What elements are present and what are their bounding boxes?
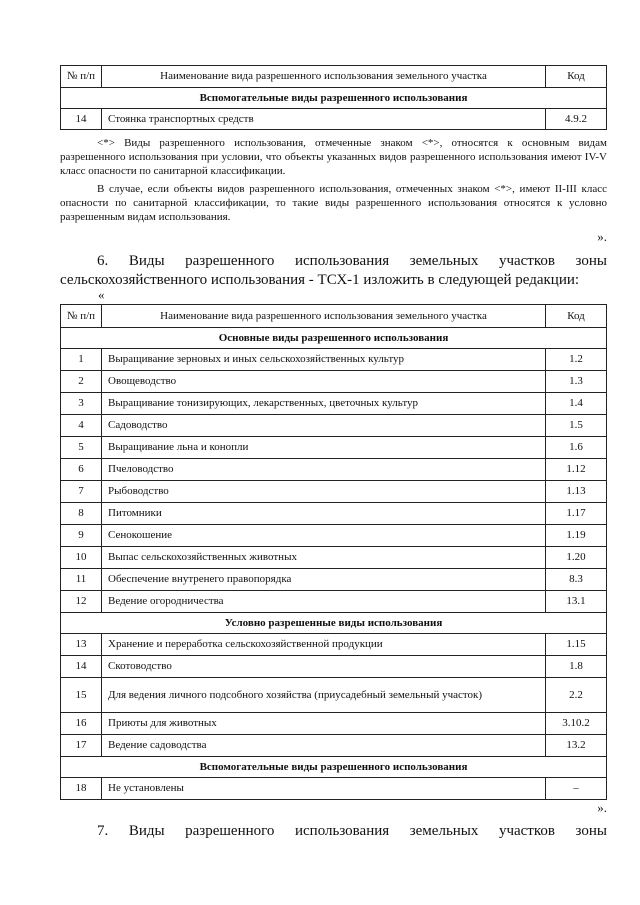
row-name: Ведение огородничества — [102, 591, 546, 613]
row-num: 15 — [61, 678, 102, 713]
section-title: Условно разрешенные виды использования — [61, 613, 607, 634]
item-6-line-1: 6. Виды разрешенного использования земельных участков зоны — [97, 253, 607, 269]
row-num: 18 — [61, 778, 102, 800]
row-num: 8 — [61, 503, 102, 525]
section-title: Основные виды разрешенного использования — [61, 328, 607, 349]
row-num: 16 — [61, 713, 102, 735]
table-row — [61, 393, 607, 415]
row-num: 6 — [61, 459, 102, 481]
row-num: 14 — [61, 656, 102, 678]
note-paragraph-2: В случае, если объекты видов разрешенного использования, отмеченных знаком <*>, имеют II-III класс опасности по санитарной классификации, то такие виды разрешенного использования относятся к условно разрешенным видам использования. — [60, 183, 607, 223]
table-row — [61, 656, 607, 678]
row-name: Выращивание льна и конопли — [102, 437, 546, 459]
row-code: 1.17 — [546, 503, 607, 525]
row-code: 1.12 — [546, 459, 607, 481]
section-title: Вспомогательные виды разрешенного использования — [61, 88, 607, 109]
header-code: Код — [546, 66, 607, 88]
row-code: 1.6 — [546, 437, 607, 459]
header-code: Код — [546, 305, 607, 328]
closing-quote-2: ». — [597, 800, 607, 815]
row-code: 8.3 — [546, 569, 607, 591]
row-code: 1.4 — [546, 393, 607, 415]
table-row — [61, 109, 607, 130]
row-name: Пчеловодство — [102, 459, 546, 481]
header-name: Наименование вида разрешенного использования земельного участка — [102, 66, 546, 88]
row-name: Скотоводство — [102, 656, 546, 678]
row-name: Стоянка транспортных средств — [102, 109, 546, 130]
row-code: 4.9.2 — [546, 109, 607, 130]
header-num: № п/п — [61, 66, 102, 88]
section-row-conditional — [61, 613, 607, 634]
table-row — [61, 569, 607, 591]
row-code: 1.2 — [546, 349, 607, 371]
table-row — [61, 713, 607, 735]
header-name: Наименование вида разрешенного использования земельного участка — [102, 305, 546, 328]
row-num: 1 — [61, 349, 102, 371]
closing-quote-1: ». — [597, 229, 607, 244]
item-7-line-1: 7. Виды разрешенного использования земельных участков зоны — [97, 823, 607, 839]
row-num: 17 — [61, 735, 102, 757]
opening-quote: « — [98, 287, 105, 302]
table-row — [61, 678, 607, 713]
row-num: 9 — [61, 525, 102, 547]
row-num: 11 — [61, 569, 102, 591]
row-code: 3.10.2 — [546, 713, 607, 735]
section-row-aux — [61, 757, 607, 778]
row-name: Садоводство — [102, 415, 546, 437]
table-row — [61, 634, 607, 656]
row-name: Ведение садоводства — [102, 735, 546, 757]
row-code: 1.13 — [546, 481, 607, 503]
row-code: 13.1 — [546, 591, 607, 613]
row-name: Питомники — [102, 503, 546, 525]
row-name: Для ведения личного подсобного хозяйства (приусадебный земельный участок) — [102, 678, 546, 713]
row-num: 4 — [61, 415, 102, 437]
table-row — [61, 778, 607, 800]
row-name: Не установлены — [102, 778, 546, 800]
row-name: Выпас сельскохозяйственных животных — [102, 547, 546, 569]
table-header-row — [61, 305, 607, 328]
row-code: 2.2 — [546, 678, 607, 713]
row-name: Обеспечение внутренего правопорядка — [102, 569, 546, 591]
note-paragraph-1: <*> Виды разрешенного использования, отмеченные знаком <*>, относятся к основным видам разрешенного использования при условии, что объекты указанных видов разрешенного использования имеют IV-V класс опасности по санитарной классификации. — [60, 137, 607, 177]
table-row — [61, 503, 607, 525]
section-title: Вспомогательные виды разрешенного использования — [61, 757, 607, 778]
row-num: 3 — [61, 393, 102, 415]
row-name: Овощеводство — [102, 371, 546, 393]
section-row-main — [61, 328, 607, 349]
row-code: – — [546, 778, 607, 800]
table-row — [61, 481, 607, 503]
row-name: Сенокошение — [102, 525, 546, 547]
row-num: 7 — [61, 481, 102, 503]
row-code: 1.5 — [546, 415, 607, 437]
row-num: 12 — [61, 591, 102, 613]
table-row — [61, 371, 607, 393]
row-name: Рыбоводство — [102, 481, 546, 503]
row-code: 1.3 — [546, 371, 607, 393]
row-code: 1.15 — [546, 634, 607, 656]
table-row — [61, 735, 607, 757]
table-row — [61, 349, 607, 371]
row-code: 13.2 — [546, 735, 607, 757]
table-row — [61, 547, 607, 569]
table-row — [61, 459, 607, 481]
row-num: 14 — [61, 109, 102, 130]
row-name: Выращивание тонизирующих, лекарственных, цветочных культур — [102, 393, 546, 415]
row-name: Приюты для животных — [102, 713, 546, 735]
row-name: Выращивание зерновых и иных сельскохозяйственных культур — [102, 349, 546, 371]
table-row — [61, 437, 607, 459]
table-row — [61, 415, 607, 437]
table-aux-tail — [60, 65, 607, 130]
row-num: 13 — [61, 634, 102, 656]
row-code: 1.8 — [546, 656, 607, 678]
table-tsx1 — [60, 304, 607, 800]
section-row — [61, 88, 607, 109]
row-num: 2 — [61, 371, 102, 393]
row-name: Хранение и переработка сельскохозяйственной продукции — [102, 634, 546, 656]
item-6-line-2: сельскохозяйственного использования - ТСХ-1 изложить в следующей редакции: — [60, 272, 580, 288]
row-num: 10 — [61, 547, 102, 569]
table-row — [61, 591, 607, 613]
header-num: № п/п — [61, 305, 102, 328]
row-code: 1.19 — [546, 525, 607, 547]
table-header-row — [61, 66, 607, 88]
row-num: 5 — [61, 437, 102, 459]
row-code: 1.20 — [546, 547, 607, 569]
table-row — [61, 525, 607, 547]
